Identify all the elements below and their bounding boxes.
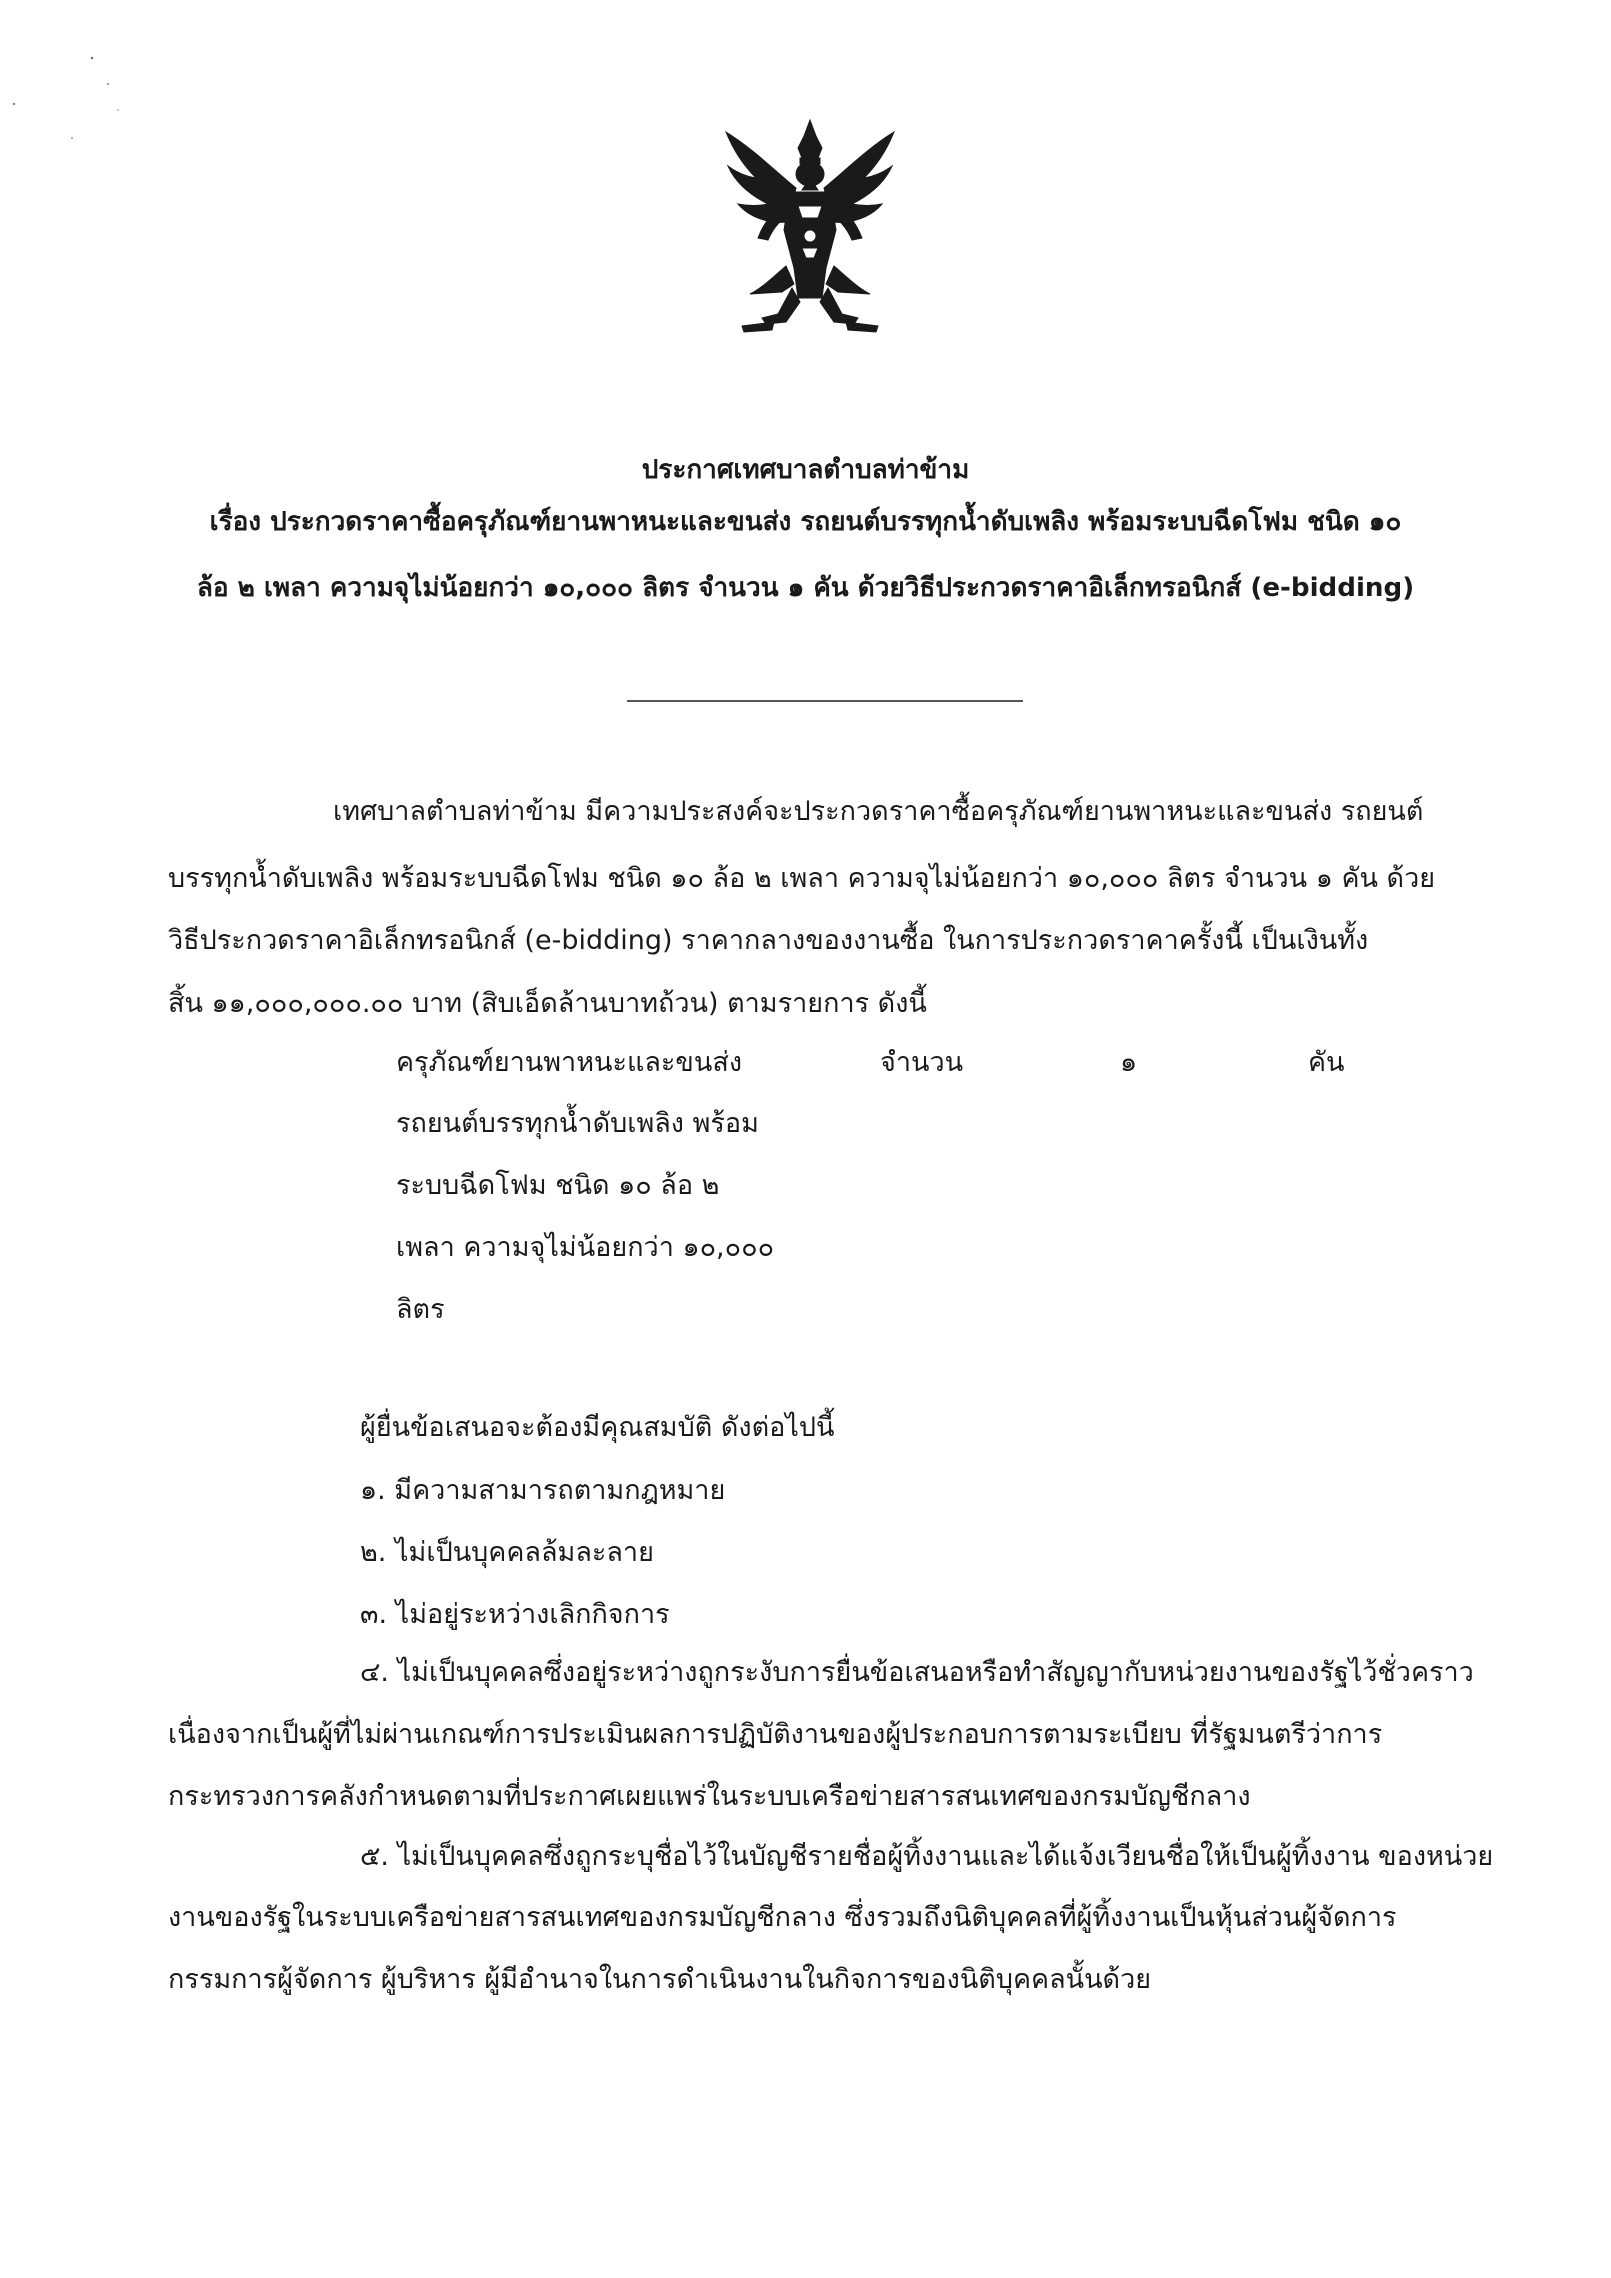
intro-line-1: เทศบาลตำบลท่าข้าม มีความประสงค์จะประกวดราคาซื้อครุภัณฑ์ยานพาหนะและขนส่ง รถยนต์ [333,796,1424,827]
quantity-unit: คัน [1308,1047,1345,1078]
qualification-item-3: ๓. ไม่อยู่ระหว่างเลิกกิจการ [360,1599,670,1630]
item-description-line-2: รถยนต์บรรทุกน้ำดับเพลิง พร้อม [396,1108,759,1139]
scan-specks [0,40,160,160]
qualification-item-5-line-1: ๕. ไม่เป็นบุคคลซึ่งถูกระบุชื่อไว้ในบัญชีรายชื่อผู้ทิ้งงานและได้แจ้งเวียนชื่อให้เป็นผู้ทิ้งงาน ของหน่วย [360,1841,1494,1872]
intro-line-4: สิ้น ๑๑,๐๐๐,๐๐๐.๐๐ บาท (สิบเอ็ดล้านบาทถ้วน) ตามรายการ ดังนี้ [168,988,927,1019]
item-description-line-4: เพลา ความจุไม่น้อยกว่า ๑๐,๐๐๐ [396,1232,775,1263]
qualification-item-4-line-1: ๔. ไม่เป็นบุคคลซึ่งอยู่ระหว่างถูกระงับการยื่นข้อเสนอหรือทำสัญญากับหน่วยงานของรัฐไว้ชั่วคราว [360,1657,1474,1688]
item-description-line-5: ลิตร [396,1294,445,1325]
announcement-title: ประกาศเทศบาลตำบลท่าข้าม [641,455,970,485]
qualification-item-1: ๑. มีความสามารถตามกฎหมาย [360,1475,726,1506]
subject-line-2: ล้อ ๒ เพลา ความจุไม่น้อยกว่า ๑๐,๐๐๐ ลิตร จำนวน ๑ คัน ด้วยวิธีประกวดราคาอิเล็กทรอนิกส์ (e-bidding) [196,573,1415,603]
qualification-item-4-line-2: เนื่องจากเป็นผู้ที่ไม่ผ่านเกณฑ์การประเมินผลการปฏิบัติงานของผู้ประกอบการตามระเบียบ ที่รัฐมนตรีว่าการ [168,1719,1383,1750]
quantity-label: จำนวน [880,1047,964,1078]
qualification-item-4-line-3: กระทรวงการคลังกำหนดตามที่ประกาศเผยแพร่ในระบบเครือข่ายสารสนเทศของกรมบัญชีกลาง [168,1781,1251,1812]
item-description-line-1: ครุภัณฑ์ยานพาหนะและขนส่ง [396,1047,743,1078]
title-divider [627,700,1023,702]
intro-line-2: บรรทุกน้ำดับเพลิง พร้อมระบบฉีดโฟม ชนิด ๑๐ ล้อ ๒ เพลา ความจุไม่น้อยกว่า ๑๐,๐๐๐ ลิตร จำนวน ๑ คัน ด้วย [168,863,1436,894]
qualification-item-5-line-3: กรรมการผู้จัดการ ผู้บริหาร ผู้มีอำนาจในการดำเนินงานในกิจการของนิติบุคคลนั้นด้วย [168,1964,1152,1995]
qualification-item-2: ๒. ไม่เป็นบุคคลล้มละลาย [360,1537,654,1568]
garuda-emblem-icon [722,118,898,336]
quantity-value: ๑ [1120,1047,1138,1078]
subject-line-1: เรื่อง ประกวดราคาซื้อครุภัณฑ์ยานพาหนะและขนส่ง รถยนต์บรรทุกน้ำดับเพลิง พร้อมระบบฉีดโฟม ชนิด ๑๐ [209,507,1402,537]
intro-line-3: วิธีประกวดราคาอิเล็กทรอนิกส์ (e-bidding) ราคากลางของงานซื้อ ในการประกวดราคาครั้งนี้ เป็นเงินทั้ง [168,925,1369,956]
item-description-line-3: ระบบฉีดโฟม ชนิด ๑๐ ล้อ ๒ [396,1170,720,1201]
qualifications-heading: ผู้ยื่นข้อเสนอจะต้องมีคุณสมบัติ ดังต่อไปนี้ [360,1412,835,1443]
qualification-item-5-line-2: งานของรัฐในระบบเครือข่ายสารสนเทศของกรมบัญชีกลาง ซึ่งรวมถึงนิติบุคคลที่ผู้ทิ้งงานเป็นหุ้นส่วนผู้จัดการ [168,1902,1397,1933]
